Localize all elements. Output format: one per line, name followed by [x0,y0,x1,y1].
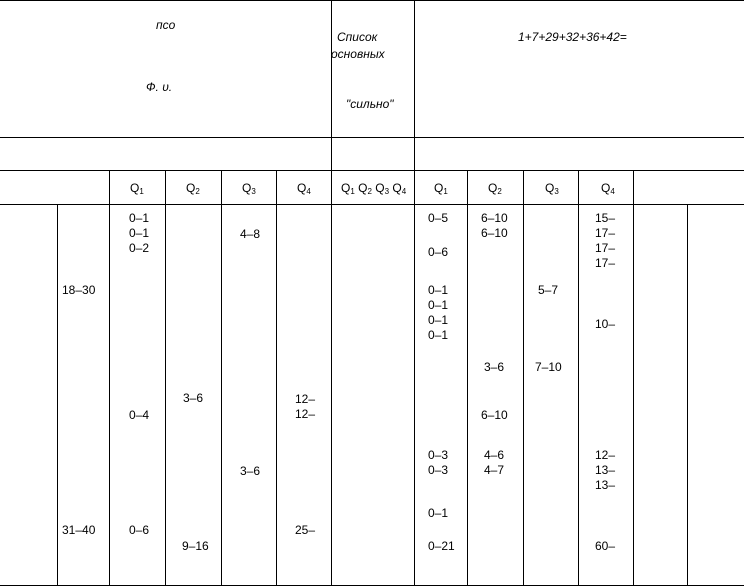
q2-right-cell: 3–6 [484,360,505,374]
q1-right-cell: 0–1 0–1 0–1 0–1 [428,283,449,342]
header-q1-left: $Q_1$ [130,181,144,196]
q4-right-cell: 15– 17– 17– 17– [595,211,616,270]
q2-right-cell: 6–10 [481,408,508,422]
range-cell: 18–30 [62,283,96,297]
q2-right-cell: 6–10 6–10 [481,211,508,240]
q3-left-cell: 3–6 [240,464,261,478]
q1-right-cell: 0–1 [428,506,449,520]
q1-right-cell: 0–3 0–3 [428,448,449,477]
q3-right-cell: 5–7 [538,283,559,297]
header-q4-right: $Q_4$ [601,181,615,196]
q4-right-cell: 10– [595,317,616,331]
header-q4-left: $Q_4$ [297,181,311,196]
q4-left-cell: 25– [295,523,316,537]
q3-right-cell: 7–10 [535,360,562,374]
column-divider [109,170,110,586]
q4-right-cell: 60– [595,539,616,553]
column-divider [467,170,468,586]
header-left-bottom: Ф. υ. [146,80,173,94]
q2-left-cell: 9–16 [182,539,209,553]
list-label-line1: Список [337,30,378,44]
q1-right-cell: 0–6 [428,245,449,259]
column-divider [633,170,634,586]
q4-left-cell: 12– 12– [295,392,316,421]
column-divider [165,170,166,586]
q4-right-cell: 12– 13– 13– [595,448,616,492]
header-q2-left: $Q_2$ [186,181,200,196]
q1-right-cell: 0–5 [428,211,449,225]
column-divider [221,170,222,586]
sum-formula: 1+7+29+32+36+42= [518,30,627,44]
column-divider [57,204,58,586]
header-q2-right: $Q_2$ [488,181,502,196]
column-divider [523,170,524,586]
q1-left-cell: 0–4 [129,408,150,422]
header-divider [0,137,744,138]
column-divider [578,170,579,586]
range-cell: 31–40 [62,523,96,537]
list-label-line3: "сильно" [346,97,394,111]
header-q1-right: $Q_1$ [434,181,448,196]
q1-right-cell: 0–21 [428,539,455,553]
q1-left-cell: 0–1 0–1 0–2 [129,211,150,255]
column-divider [276,170,277,586]
q3-left-cell: 4–8 [240,227,261,241]
table-top-border [0,0,744,1]
header-q-middle-group: $Q_1$ $Q_2$ $Q_3$ $Q_4$ [341,181,407,196]
column-divider [687,204,688,586]
q1-left-cell: 0–6 [129,523,150,537]
column-divider [331,0,332,586]
q2-right-cell: 4–6 4–7 [484,448,505,477]
header-q3-left: $Q_3$ [242,181,256,196]
header-left-top: псо [156,18,176,32]
column-divider [414,0,415,586]
list-label-line2: основных [331,47,385,61]
header-q3-right: $Q_3$ [545,181,559,196]
q2-left-cell: 3–6 [183,391,204,405]
